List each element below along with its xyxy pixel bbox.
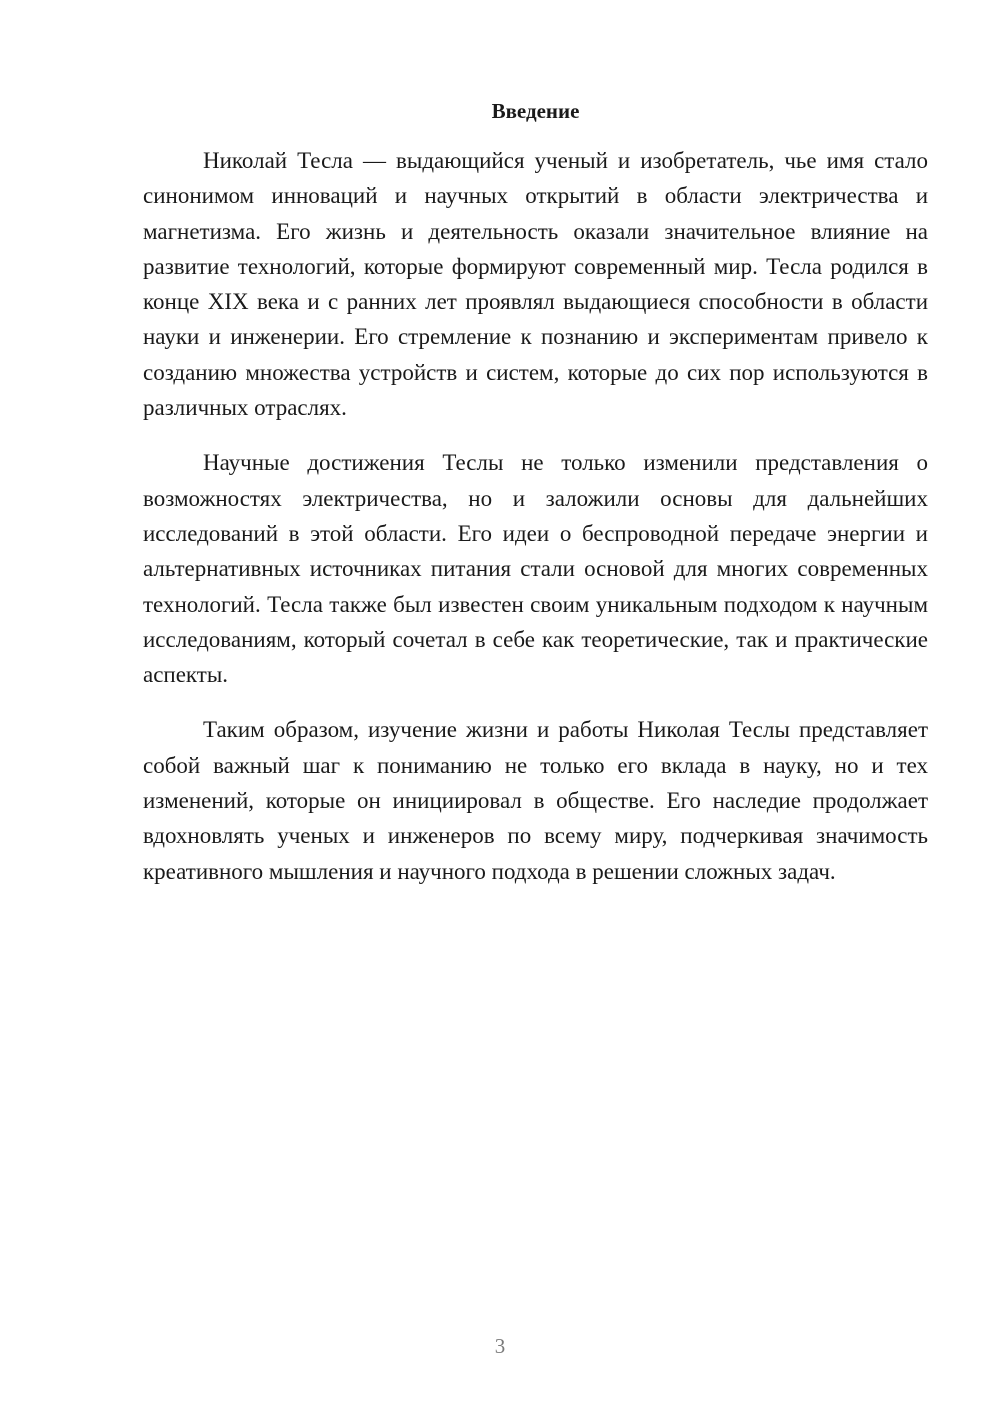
body-text: [143, 143, 928, 909]
paragraph-conclusion: Таким образом, изучение жизни и работы Николая Теслы представляет собой важный шаг к пониманию не только его вклада в науку, но и тех изменений, которые он инициировал в обществе. Его наследие продолжает вдохновлять ученых и инженеров по всему миру, подчеркивая значимость креативного мышления и научного подхода в решении сложных задач.: [143, 717, 928, 884]
page-number: 3: [494, 1334, 506, 1358]
paragraph-achievements: Научные достижения Теслы не только изменили представления о возможностях электричества, но и заложили основы для дальнейших исследований в этой области. Его идеи о беспроводной передаче энергии и альтернативных источниках питания стали основой для многих современных технологий. Тесла также был известен своим уникальным подходом к научным исследованиям, который сочетал в себе как теоретические, так и практические аспекты.: [143, 450, 928, 688]
paragraph-intro: Николай Тесла — выдающийся ученый и изобретатель, чье имя стало синонимом инноваций и научных открытий в области электричества и магнетизма. Его жизнь и деятельность оказали значительное влияние на развитие технологий, которые формируют современный мир. Тесла родился в конце XIX века и с ранних лет проявлял выдающиеся способности в области науки и инженерии. Его стремление к познанию и экспериментам привело к созданию множества устройств и систем, которые до сих пор используются в различных отраслях.: [143, 148, 928, 421]
section-heading: Введение: [491, 99, 580, 123]
